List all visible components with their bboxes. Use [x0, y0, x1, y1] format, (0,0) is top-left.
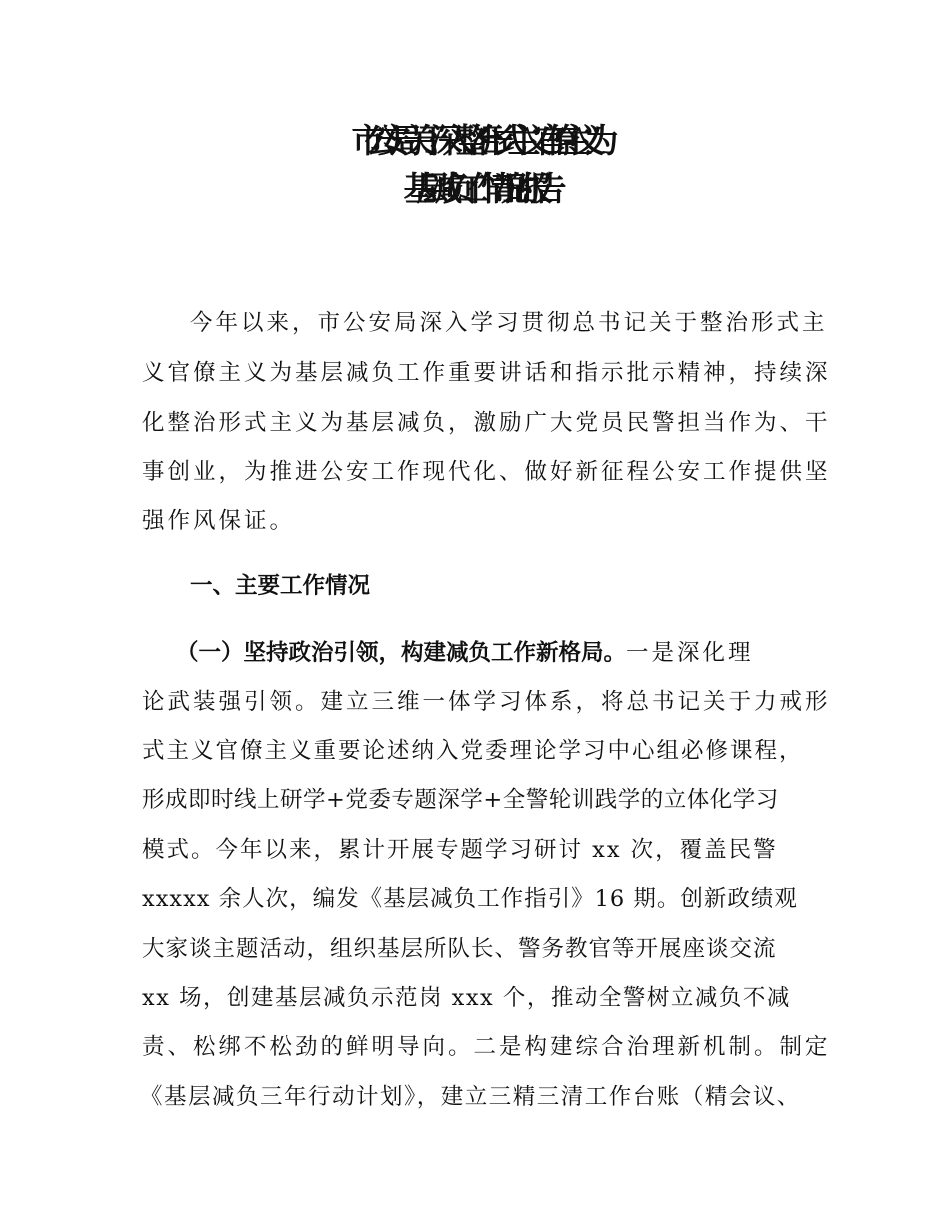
subsection-heading: （一）坚持政治引领，构建减负工作新格局。	[176, 640, 627, 666]
body-paragraph-line: xx 场，创建基层减负示范岗 xxx 个，推动全警树立减负不减	[142, 985, 791, 1011]
document-title-line-1: 市公安局关于深入整治形式主义官僚主义为	[351, 121, 599, 160]
subsection-line-rest: 一是深化理	[626, 640, 754, 666]
body-paragraph-line: 论武装强引领。建立三维一体学习体系，将总书记关于力戒形	[142, 689, 831, 715]
body-paragraph-line: xxxxx 余人次，编发《基层减负工作指引》16 期。创新政绩观	[142, 886, 798, 912]
intro-paragraph-line: 事创业，为推进公安工作现代化、做好新征程公安工作提供坚	[142, 459, 831, 485]
body-paragraph-line: 形成即时线上研学+党委专题深学+全警轮训践学的立体化学习	[142, 787, 779, 813]
body-paragraph-line: 《基层减负三年行动计划》，建立三精三清工作台账（精会议、	[140, 1084, 801, 1110]
intro-paragraph-line: 今年以来，市公安局深入学习贯彻总书记关于整治形式主	[190, 310, 828, 336]
intro-paragraph-line: 化整治形式主义为基层减负，激励广大党员民警担当作为、干	[142, 410, 831, 436]
document-title-line-2: 基层减负工作情况的报告	[403, 169, 547, 208]
body-paragraph-line: 式主义官僚主义重要论述纳入党委理论学习中心组必修课程，	[142, 738, 804, 764]
intro-paragraph-line: 强作风保证。	[142, 508, 296, 534]
body-paragraph-line: 责、松绑不松劲的鲜明导向。二是构建综合治理新机制。制定	[142, 1034, 831, 1060]
subsection-first-line	[176, 633, 754, 673]
section-heading: 一、主要工作情况	[190, 573, 371, 599]
body-paragraph-line: 模式。今年以来，累计开展专题学习研讨 xx 次，覆盖民警	[142, 837, 778, 863]
intro-paragraph-line: 义官僚主义为基层减负工作重要讲话和指示批示精神，持续深	[142, 360, 831, 386]
body-paragraph-line: 大家谈主题活动，组织基层所队长、警务教官等开展座谈交流	[142, 936, 777, 962]
